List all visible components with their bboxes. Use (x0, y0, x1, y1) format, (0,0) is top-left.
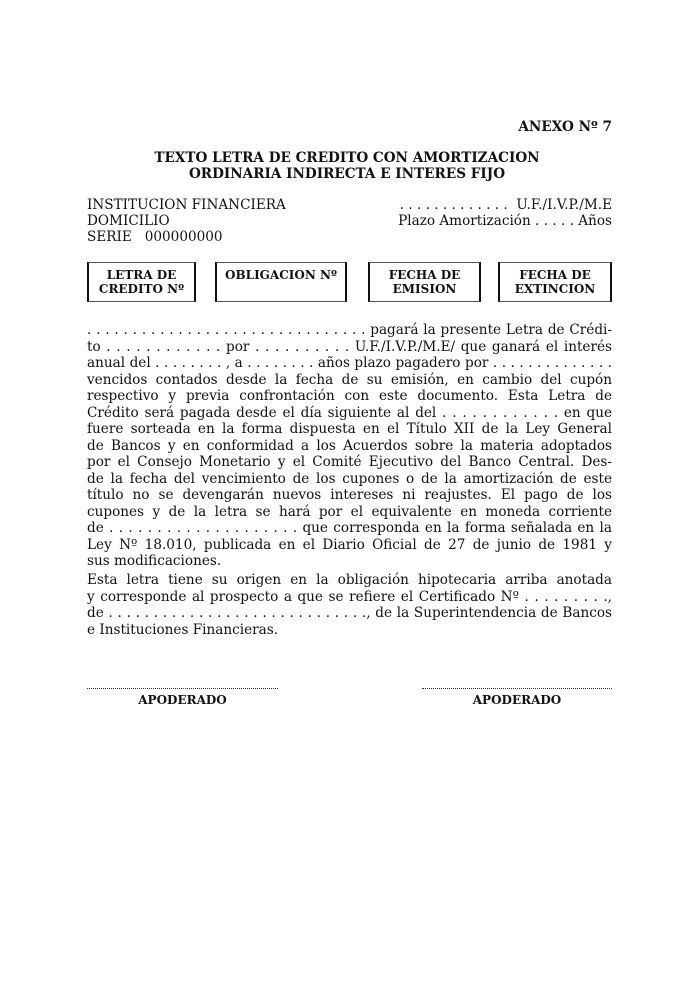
text-line: de . . . . . . . . . . . . . . . . . . . . que corresponda en la forma señalada en la (87, 520, 612, 536)
text-line: vencidos contados desde la fecha de su emisión, en cambio del cupón (87, 371, 612, 388)
domicile-label: DOMICILIO (87, 213, 170, 229)
amortization-term-field: Plazo Amortización . . . . . Años (398, 213, 612, 229)
signature-line-left (87, 688, 278, 689)
text-line: e Instituciones Financieras. (87, 621, 279, 638)
text-line: de . . . . . . . . . . . . . . . . . . . . . . . . . . . . ., de la Superintendencia de Bancos (87, 605, 612, 621)
box-label: FECHA DE (388, 268, 461, 282)
box-obligacion (215, 262, 347, 302)
text-line: título no se devengarán nuevos intereses ni reajustes. El pago de los (87, 487, 612, 503)
box-label: OBLIGACION Nº (225, 268, 337, 282)
box-letra-credito (87, 262, 196, 302)
box-fecha-emision (368, 262, 481, 302)
text-line: y corresponde al prospecto a que se refiere el Certificado Nº . . . . . . . . ., (87, 588, 612, 605)
currency-unit-field: . . . . . . . . . . . . . U.F./I.V.P./M.E (399, 197, 612, 213)
signature-line-right (422, 688, 612, 689)
text-line: de Bancos y en conformidad a los Acuerdos sobre la materia adoptados (87, 437, 612, 454)
text-line: to . . . . . . . . . . . . por . . . . . . . . . . U.F./I.V.P./M.E/ que ganará el interés (87, 338, 612, 355)
text-line: por el Consejo Monetario y el Comité Ejecutivo del Banco Central. Des- (87, 454, 612, 470)
annex-label: ANEXO Nº 7 (518, 119, 612, 135)
box-label: EXTINCION (514, 282, 596, 296)
box-label: EMISION (392, 282, 457, 296)
signature-label-left: APODERADO (138, 693, 227, 707)
box-label: CREDITO Nº (98, 282, 185, 296)
text-line: cupones y de la letra se hará por el equivalente en moneda corriente (87, 503, 612, 520)
signature-label-right: APODERADO (472, 693, 562, 707)
document-title-line-1: TEXTO LETRA DE CREDITO CON AMORTIZACION (154, 150, 540, 166)
institution-label: INSTITUCION FINANCIERA (87, 197, 286, 213)
box-fecha-extincion (498, 262, 612, 302)
text-line: Ley Nº 18.010, publicada en el Diario Oficial de 27 de junio de 1981 y (87, 536, 612, 553)
text-line: de la fecha del vencimiento de los cupones o de la amortización de este (87, 470, 612, 487)
text-line: Crédito será pagada desde el día siguiente al del . . . . . . . . . . . . en que (87, 404, 612, 421)
text-line: respectivo y previa confrontación con este documento. Esta Letra de (87, 388, 612, 404)
text-line: . . . . . . . . . . . . . . . . . . . . . . . . . . . . . . . pagará la presente Letra de Crédi- (87, 322, 612, 338)
box-label: FECHA DE (519, 268, 591, 282)
text-line: fuere sorteada en la forma dispuesta en el Título XII de la Ley General (87, 421, 612, 437)
series-label: SERIE 000000000 (87, 229, 223, 245)
box-label: LETRA DE (106, 268, 177, 282)
text-line: sus modificaciones. (87, 553, 222, 569)
text-line: Esta letra tiene su origen en la obligación hipotecaria arriba anotada (87, 572, 612, 588)
text-line: anual del . . . . . . . . , a . . . . . . . . años plazo pagadero por . . . . . . . . . . . . . . (87, 355, 612, 371)
document-title-line-2: ORDINARIA INDIRECTA E INTERES FIJO (188, 166, 506, 182)
